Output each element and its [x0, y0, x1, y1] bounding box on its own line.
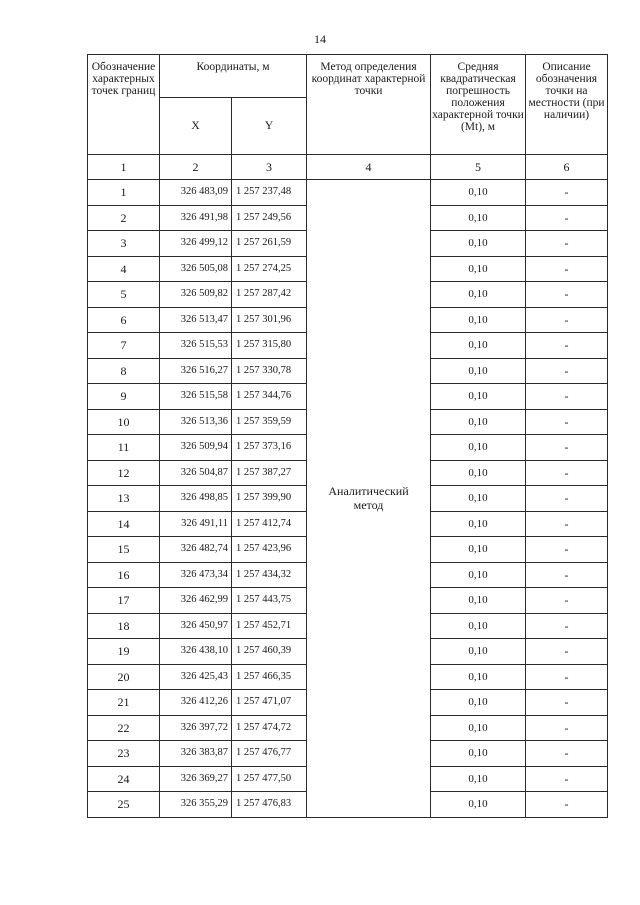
point-number: 25 [88, 792, 160, 818]
coord-y: 1 257 261,59 [232, 231, 307, 257]
coord-x: 326 505,08 [160, 256, 232, 282]
accuracy-value: 0,10 [431, 384, 526, 410]
point-number: 8 [88, 358, 160, 384]
coord-y: 1 257 460,39 [232, 639, 307, 665]
point-number: 13 [88, 486, 160, 512]
coord-y: 1 257 387,27 [232, 460, 307, 486]
coord-y: 1 257 476,83 [232, 792, 307, 818]
coord-y: 1 257 315,80 [232, 333, 307, 359]
coord-y: 1 257 476,77 [232, 741, 307, 767]
coord-x: 326 499,12 [160, 231, 232, 257]
coord-x: 326 491,98 [160, 205, 232, 231]
coord-x: 326 369,27 [160, 766, 232, 792]
point-number: 3 [88, 231, 160, 257]
column-number: 3 [232, 155, 307, 180]
point-number: 10 [88, 409, 160, 435]
coord-x: 326 383,87 [160, 741, 232, 767]
point-number: 20 [88, 664, 160, 690]
description-value: - [526, 486, 608, 512]
coord-y: 1 257 471,07 [232, 690, 307, 716]
description-value: - [526, 537, 608, 563]
coord-y: 1 257 423,96 [232, 537, 307, 563]
accuracy-value: 0,10 [431, 256, 526, 282]
description-value: - [526, 511, 608, 537]
coord-x: 326 491,11 [160, 511, 232, 537]
accuracy-value: 0,10 [431, 231, 526, 257]
coord-x: 326 473,34 [160, 562, 232, 588]
point-number: 6 [88, 307, 160, 333]
coord-y: 1 257 237,48 [232, 180, 307, 206]
point-number: 15 [88, 537, 160, 563]
method-cell: Аналитический метод [307, 180, 431, 818]
description-value: - [526, 690, 608, 716]
point-number: 11 [88, 435, 160, 461]
column-number: 4 [307, 155, 431, 180]
coord-x: 326 509,82 [160, 282, 232, 308]
column-number: 5 [431, 155, 526, 180]
point-number: 9 [88, 384, 160, 410]
coord-y: 1 257 287,42 [232, 282, 307, 308]
accuracy-value: 0,10 [431, 180, 526, 206]
header-method: Метод определения координат характерной точки [307, 55, 431, 155]
coord-x: 326 450,97 [160, 613, 232, 639]
page-number: 14 [314, 32, 326, 46]
column-number: 6 [526, 155, 608, 180]
accuracy-value: 0,10 [431, 333, 526, 359]
coord-y: 1 257 443,75 [232, 588, 307, 614]
description-value: - [526, 409, 608, 435]
header-point-designation: Обозначение характерных точек границ [88, 55, 160, 155]
header-x: X [160, 98, 232, 155]
coord-y: 1 257 466,35 [232, 664, 307, 690]
coord-y: 1 257 399,90 [232, 486, 307, 512]
point-number: 19 [88, 639, 160, 665]
accuracy-value: 0,10 [431, 639, 526, 665]
point-number: 21 [88, 690, 160, 716]
description-value: - [526, 205, 608, 231]
description-value: - [526, 588, 608, 614]
accuracy-value: 0,10 [431, 766, 526, 792]
coord-x: 326 498,85 [160, 486, 232, 512]
coord-y: 1 257 330,78 [232, 358, 307, 384]
point-number: 4 [88, 256, 160, 282]
point-number: 1 [88, 180, 160, 206]
column-number: 1 [88, 155, 160, 180]
coord-x: 326 513,36 [160, 409, 232, 435]
coord-x: 326 397,72 [160, 715, 232, 741]
accuracy-value: 0,10 [431, 537, 526, 563]
description-value: - [526, 307, 608, 333]
point-number: 7 [88, 333, 160, 359]
coord-x: 326 513,47 [160, 307, 232, 333]
point-number: 22 [88, 715, 160, 741]
header-coordinates: Координаты, м [160, 55, 307, 98]
coordinates-table [87, 54, 608, 818]
coord-y: 1 257 301,96 [232, 307, 307, 333]
accuracy-value: 0,10 [431, 511, 526, 537]
accuracy-value: 0,10 [431, 613, 526, 639]
coord-x: 326 482,74 [160, 537, 232, 563]
point-number: 14 [88, 511, 160, 537]
coord-x: 326 504,87 [160, 460, 232, 486]
coord-y: 1 257 359,59 [232, 409, 307, 435]
accuracy-value: 0,10 [431, 664, 526, 690]
header-y: Y [232, 98, 307, 155]
description-value: - [526, 282, 608, 308]
coord-y: 1 257 274,25 [232, 256, 307, 282]
coord-y: 1 257 474,72 [232, 715, 307, 741]
accuracy-value: 0,10 [431, 741, 526, 767]
point-number: 18 [88, 613, 160, 639]
coord-y: 1 257 344,76 [232, 384, 307, 410]
accuracy-value: 0,10 [431, 205, 526, 231]
coord-x: 326 355,29 [160, 792, 232, 818]
coord-x: 326 515,58 [160, 384, 232, 410]
coord-x: 326 509,94 [160, 435, 232, 461]
description-value: - [526, 613, 608, 639]
coord-x: 326 483,09 [160, 180, 232, 206]
accuracy-value: 0,10 [431, 282, 526, 308]
header-accuracy: Средняя квадратическая погрешность положения характерной точки (Mt), м [431, 55, 526, 155]
accuracy-value: 0,10 [431, 435, 526, 461]
point-number: 5 [88, 282, 160, 308]
accuracy-value: 0,10 [431, 792, 526, 818]
description-value: - [526, 435, 608, 461]
description-value: - [526, 256, 608, 282]
accuracy-value: 0,10 [431, 588, 526, 614]
coord-x: 326 412,26 [160, 690, 232, 716]
coord-x: 326 462,99 [160, 588, 232, 614]
accuracy-value: 0,10 [431, 562, 526, 588]
accuracy-value: 0,10 [431, 460, 526, 486]
table-row [88, 180, 608, 206]
accuracy-value: 0,10 [431, 409, 526, 435]
description-value: - [526, 792, 608, 818]
description-value: - [526, 562, 608, 588]
coord-x: 326 516,27 [160, 358, 232, 384]
accuracy-value: 0,10 [431, 486, 526, 512]
point-number: 24 [88, 766, 160, 792]
point-number: 23 [88, 741, 160, 767]
accuracy-value: 0,10 [431, 715, 526, 741]
description-value: - [526, 231, 608, 257]
description-value: - [526, 358, 608, 384]
header-description: Описание обозначения точки на местности (при наличии) [526, 55, 608, 155]
coord-y: 1 257 373,16 [232, 435, 307, 461]
description-value: - [526, 384, 608, 410]
point-number: 17 [88, 588, 160, 614]
point-number: 2 [88, 205, 160, 231]
point-number: 12 [88, 460, 160, 486]
accuracy-value: 0,10 [431, 690, 526, 716]
coord-x: 326 425,43 [160, 664, 232, 690]
description-value: - [526, 460, 608, 486]
description-value: - [526, 715, 608, 741]
point-number: 16 [88, 562, 160, 588]
description-value: - [526, 766, 608, 792]
coord-y: 1 257 412,74 [232, 511, 307, 537]
description-value: - [526, 741, 608, 767]
coord-x: 326 515,53 [160, 333, 232, 359]
coord-y: 1 257 434,32 [232, 562, 307, 588]
description-value: - [526, 333, 608, 359]
coord-y: 1 257 452,71 [232, 613, 307, 639]
column-number: 2 [160, 155, 232, 180]
coord-y: 1 257 477,50 [232, 766, 307, 792]
description-value: - [526, 639, 608, 665]
description-value: - [526, 180, 608, 206]
coord-y: 1 257 249,56 [232, 205, 307, 231]
coord-x: 326 438,10 [160, 639, 232, 665]
description-value: - [526, 664, 608, 690]
accuracy-value: 0,10 [431, 358, 526, 384]
accuracy-value: 0,10 [431, 307, 526, 333]
